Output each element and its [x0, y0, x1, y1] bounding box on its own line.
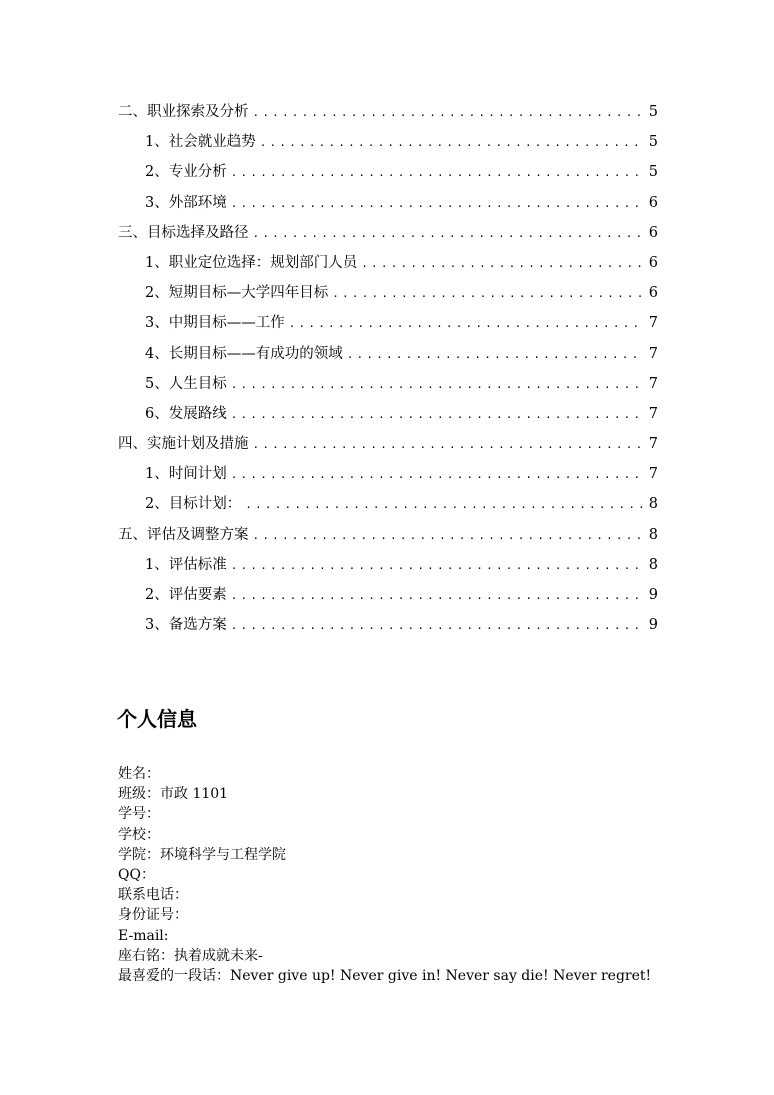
- personal-info-line: E-mail:: [118, 927, 169, 944]
- toc-dot-leader: [231, 370, 643, 400]
- toc-page-number: 7: [648, 375, 658, 392]
- toc-dot-leader: [231, 158, 643, 188]
- personal-info-line: 最喜爱的一段话：Never give up! Never give in! Never say die! Never regret!: [118, 968, 652, 985]
- toc-page-number: 6: [648, 285, 658, 302]
- personal-info-line: 身份证号：: [118, 907, 188, 924]
- toc-subentry[interactable]: [118, 278, 658, 308]
- toc-dot-leader: [289, 309, 643, 339]
- toc-dot-leader: [231, 400, 643, 430]
- personal-info-line: 座右铭：执着成就未来-: [118, 947, 263, 964]
- toc-page-number: 8: [648, 526, 658, 543]
- toc-subentry[interactable]: [118, 157, 658, 187]
- personal-info-line: 学号：: [118, 806, 160, 823]
- toc-entry-label: 2、评估要素: [145, 587, 227, 603]
- toc-entry-label: 五、评估及调整方案: [118, 526, 249, 543]
- toc-subentry[interactable]: [118, 550, 658, 580]
- toc-subentry[interactable]: [118, 339, 658, 369]
- toc-dot-leader: [361, 249, 643, 279]
- toc-entry-label: 2、短期目标—大学四年目标: [145, 285, 329, 302]
- personal-info-line: 班级：市政 1101: [118, 786, 229, 803]
- toc-entry-label: 3、中期目标——工作: [145, 315, 285, 332]
- toc-subentry[interactable]: [118, 610, 658, 640]
- toc-entry-label: 2、专业分析: [145, 164, 227, 181]
- personal-info-line: 学校：: [118, 826, 160, 843]
- toc-dot-leader: [231, 611, 643, 641]
- toc-page-number: 5: [648, 164, 658, 181]
- personal-info-line: 姓名：: [118, 766, 160, 782]
- toc-dot-leader: [231, 189, 643, 219]
- toc-page-number: 6: [648, 194, 658, 211]
- toc-entry-label: 四、实施计划及措施: [118, 436, 249, 453]
- toc-entry-label: 1、时间计划: [145, 466, 227, 483]
- toc-page-number: 7: [648, 405, 658, 422]
- toc-entry-label: 1、职业定位选择：规划部门人员: [145, 254, 358, 271]
- toc-dot-leader: [253, 98, 644, 128]
- personal-info-heading: 个人信息: [117, 707, 197, 731]
- toc-entry-label: 3、外部环境: [145, 194, 227, 211]
- toc-page-number: 7: [648, 345, 658, 362]
- toc-entry-label: 6、发展路线: [145, 405, 227, 422]
- personal-info-line: 学院：环境科学与工程学院: [118, 846, 286, 863]
- personal-info-list: [118, 764, 678, 986]
- toc-dot-leader: [332, 279, 643, 309]
- toc-entry[interactable]: [118, 429, 658, 459]
- toc-entry-label: 2、目标计划：: [145, 496, 242, 513]
- toc-dot-leader: [347, 340, 643, 370]
- toc-subentry[interactable]: [118, 308, 658, 338]
- toc-dot-leader: [231, 581, 643, 611]
- toc-dot-leader: [231, 460, 643, 490]
- toc-entry-label: 二、职业探索及分析: [118, 104, 249, 120]
- toc-entry[interactable]: [118, 520, 658, 550]
- toc-entry[interactable]: [118, 97, 658, 127]
- toc-subentry[interactable]: [118, 127, 658, 157]
- toc-page-number: 6: [648, 254, 658, 271]
- toc-entry-label: 1、评估标准: [145, 556, 227, 573]
- toc-subentry[interactable]: [118, 489, 658, 519]
- toc-dot-leader: [245, 490, 643, 520]
- toc-entry-label: 三、目标选择及路径: [118, 224, 249, 241]
- toc-page-number: 9: [648, 617, 658, 634]
- toc-entry-label: 1、社会就业趋势: [145, 134, 256, 151]
- toc-subentry[interactable]: [118, 369, 658, 399]
- toc-subentry[interactable]: [118, 188, 658, 218]
- toc-page-number: 7: [648, 436, 658, 453]
- toc-page-number: 7: [648, 466, 658, 483]
- toc-page-number: 8: [648, 556, 658, 573]
- toc-page-number: 9: [648, 587, 658, 603]
- table-of-contents: [118, 97, 658, 640]
- toc-page-number: 5: [648, 134, 658, 151]
- personal-info-line: 联系电话：: [118, 887, 188, 904]
- toc-subentry[interactable]: [118, 580, 658, 610]
- toc-entry-label: 4、长期目标——有成功的领域: [145, 345, 343, 362]
- toc-dot-leader: [253, 430, 644, 460]
- toc-entry[interactable]: [118, 218, 658, 248]
- toc-entry-label: 5、人生目标: [145, 375, 227, 392]
- toc-page-number: 8: [648, 496, 658, 513]
- toc-page-number: 7: [648, 315, 658, 332]
- toc-subentry[interactable]: [118, 248, 658, 278]
- toc-page-number: 6: [648, 224, 658, 241]
- toc-dot-leader: [231, 551, 643, 581]
- toc-subentry[interactable]: [118, 399, 658, 429]
- toc-page-number: 5: [648, 104, 658, 120]
- toc-dot-leader: [253, 219, 644, 249]
- toc-subentry[interactable]: [118, 459, 658, 489]
- toc-dot-leader: [253, 521, 644, 551]
- toc-dot-leader: [260, 128, 643, 158]
- personal-info-line: QQ：: [118, 867, 155, 884]
- toc-entry-label: 3、备选方案: [145, 617, 227, 634]
